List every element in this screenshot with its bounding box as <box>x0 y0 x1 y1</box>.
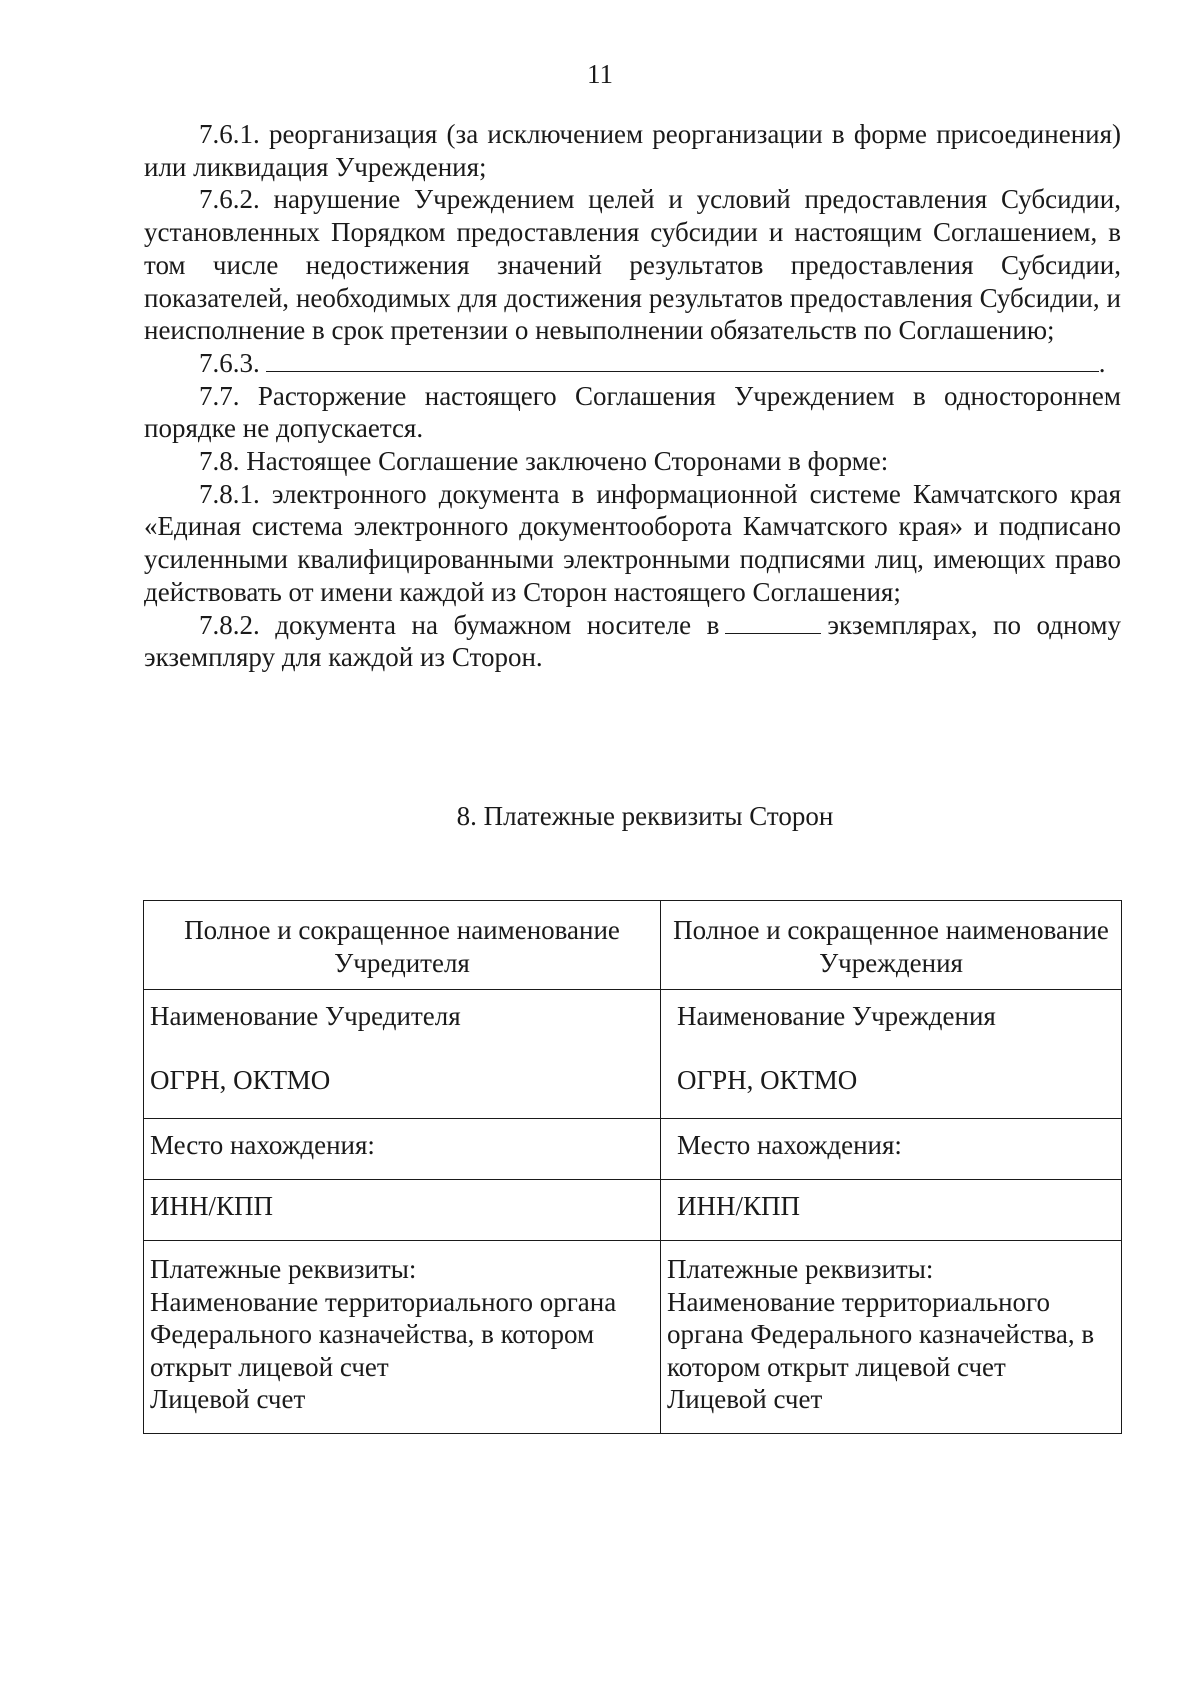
institution-inn-cell: ИНН/КПП <box>661 1180 1122 1241</box>
institution-treasury-body: Наименование территориального органа Федерального казначейства, в котором открыт лицевой счет <box>667 1286 1095 1382</box>
institution-payment-title: Платежные реквизиты: <box>667 1254 934 1284</box>
clause-7-6-2: 7.6.2. нарушение Учреждением целей и условий предоставления Субсидии, установленных Порядком предоставления субсидии и настоящим Соглашением, в том числе недостижения значений результатов предоставления Субсидии, показателей, необходимых для достижения результатов предоставления Субсидии, и неисполнение в срок претензии о невыполнении обязательств по Соглашению; <box>144 184 1121 346</box>
agreement-text <box>144 118 1121 674</box>
institution-name-cell <box>661 990 1122 1119</box>
clause-7-8-2-text: 7.8.2. документа на бумажном носителе в <box>199 609 720 640</box>
clause-7-8-2 <box>144 609 1121 674</box>
inn-row <box>144 1180 1122 1241</box>
payment-row <box>144 1241 1122 1434</box>
founder-header: Полное и сокращенное наименование Учредителя <box>144 901 661 990</box>
clause-7-8-2-end: экземплярах, по одному экземпляру для каждой из Сторон. <box>144 609 1122 673</box>
institution-location-cell: Место нахождения: <box>661 1119 1122 1180</box>
section-title: 8. Платежные реквизиты Сторон <box>456 801 834 831</box>
institution-ogrn-label: ОГРН, ОКТМО <box>677 1064 858 1095</box>
clause-7-7: 7.7. Расторжение настоящего Соглашения Учреждением в одностороннем порядке не допускается. <box>144 380 1121 444</box>
clause-7-6-3 <box>144 347 1121 380</box>
table-header-row <box>144 901 1122 990</box>
founder-inn-cell: ИНН/КПП <box>144 1180 661 1241</box>
founder-account-label: Лицевой счет <box>150 1384 306 1414</box>
institution-account-label: Лицевой счет <box>667 1384 823 1414</box>
clause-7-6-3-number: 7.6.3. <box>199 347 260 378</box>
clause-7-8-1: 7.8.1. электронного документа в информационной системе Камчатского края «Единая система электронного документооборота Камчатского края» и подписано усиленными квалифицированными электронными подписями лиц, имеющих право действовать от имени каждой из Сторон настоящего Соглашения; <box>144 478 1121 607</box>
payment-details-table <box>143 900 1122 1434</box>
location-row <box>144 1119 1122 1180</box>
clause-7-6-3-blank <box>266 349 1099 372</box>
founder-treasury-body: Наименование территориального органа Федерального казначейства, в котором открыт лицевой счет <box>150 1286 617 1382</box>
page-number: 11 <box>587 59 613 89</box>
founder-location-cell: Место нахождения: <box>144 1119 661 1180</box>
founder-payment-title: Платежные реквизиты: <box>150 1254 417 1284</box>
name-row <box>144 990 1122 1119</box>
institution-name-label: Наименование Учреждения <box>677 1001 996 1031</box>
clause-7-8: 7.8. Настоящее Соглашение заключено Сторонами в форме: <box>199 446 889 477</box>
founder-ogrn-label: ОГРН, ОКТМО <box>150 1064 331 1095</box>
founder-payment-cell <box>144 1241 661 1434</box>
clause-7-6-1: 7.6.1. реорганизация (за исключением реорганизации в форме присоединения) или ликвидация Учреждения; <box>144 119 1121 182</box>
founder-name-cell <box>144 990 661 1119</box>
copies-count-blank <box>725 611 821 634</box>
founder-name-label: Наименование Учредителя <box>150 1001 461 1031</box>
institution-payment-cell <box>661 1241 1122 1434</box>
institution-header: Полное и сокращенное наименование Учреждения <box>661 901 1122 990</box>
clause-7-6-3-end: . <box>1098 347 1106 378</box>
